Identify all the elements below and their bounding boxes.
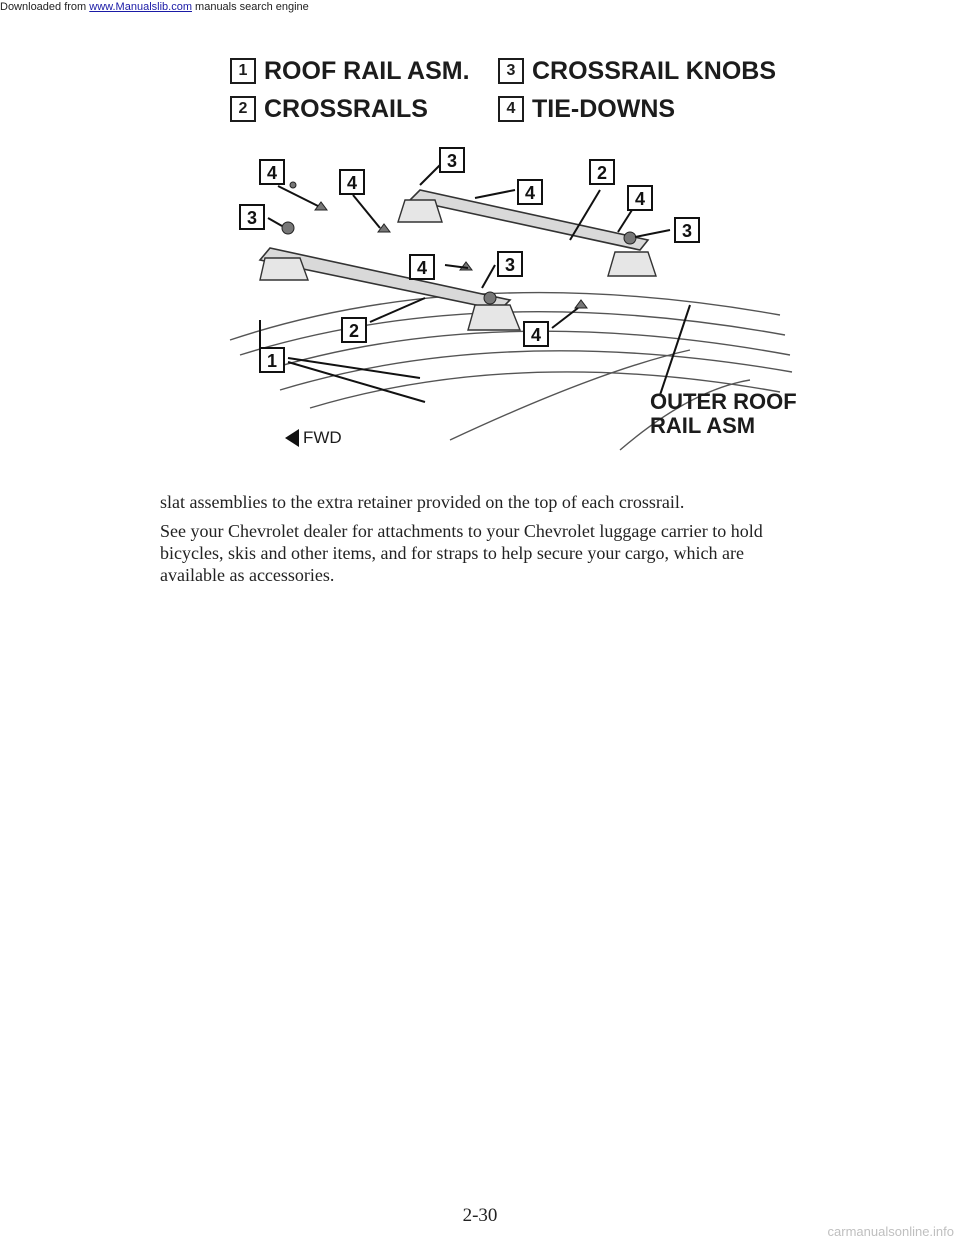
callout-4 (524, 322, 548, 346)
crossrail-foot (260, 258, 308, 280)
callout-number: 4 (266, 163, 278, 183)
callout-4 (410, 255, 434, 279)
legend-number: 1 (230, 58, 256, 84)
leader-line (278, 186, 318, 206)
callout-4 (260, 160, 284, 184)
header-suffix: manuals search engine (191, 1, 309, 13)
leader-line (353, 195, 380, 228)
leader-line (268, 218, 282, 226)
source-header (0, 0, 960, 18)
leader-line (635, 230, 670, 237)
callout-number: 1 (266, 351, 278, 371)
legend-item-crossrail-knobs (498, 57, 776, 86)
outer-label-line1: OUTER ROOF (650, 389, 797, 414)
legend-label: CROSSRAILS (264, 94, 428, 123)
legend-label: ROOF RAIL ASM. (264, 56, 470, 85)
leader-line (482, 265, 495, 288)
forward-arrow-icon (285, 429, 299, 447)
legend-row (230, 90, 790, 128)
callout-number: 4 (416, 258, 428, 278)
legend-row (230, 52, 790, 90)
callout-4 (518, 180, 542, 204)
tie-down (460, 262, 472, 270)
callout-number: 4 (634, 189, 646, 209)
tie-down (575, 300, 587, 308)
leader-line (420, 165, 440, 185)
callout-3 (440, 148, 464, 172)
legend-item-roof-rail (230, 57, 498, 86)
leader-line (618, 210, 632, 232)
crossrail-knob (484, 292, 496, 304)
body-text (160, 491, 800, 593)
watermark: carmanualsonline.info (827, 1224, 954, 1239)
paragraph: slat assemblies to the extra retainer provided on the top of each crossrail. (160, 492, 685, 512)
callout-number: 3 (681, 221, 693, 241)
forward-label: FWD (303, 428, 342, 447)
legend-number: 2 (230, 96, 256, 122)
callout-number: 2 (596, 163, 608, 183)
leader-line (475, 190, 515, 198)
header-prefix: Downloaded from (0, 1, 90, 13)
outer-roof-rail-label (650, 390, 797, 438)
callout-2 (342, 318, 366, 342)
callout-4 (628, 186, 652, 210)
callout-number: 3 (446, 151, 458, 171)
crossrail-knob (282, 222, 294, 234)
callout-1 (260, 348, 284, 372)
legend-number: 3 (498, 58, 524, 84)
forward-indicator (285, 428, 342, 448)
callout-leaders (260, 165, 693, 402)
leader-line (552, 308, 578, 328)
crossrail-knob (290, 182, 296, 188)
roof-slat (280, 351, 792, 390)
callout-number: 3 (246, 208, 258, 228)
legend-number: 4 (498, 96, 524, 122)
outer-label-line2: RAIL ASM (650, 413, 756, 438)
callout-number: 2 (348, 321, 360, 341)
parts-legend (230, 52, 790, 128)
callout-number: 3 (504, 255, 516, 275)
crossrail-knob (624, 232, 636, 244)
callout-number: 4 (346, 173, 358, 193)
paragraph: See your Chevrolet dealer for attachments to your Chevrolet luggage carrier to hold bicycles, skis and other items, and for straps to help secure your cargo, which are available as accessories. (160, 521, 763, 585)
callout-3 (240, 205, 264, 229)
crossrail-foot (468, 305, 520, 330)
callout-4 (340, 170, 364, 194)
legend-item-crossrails (230, 95, 498, 124)
callout-number: 4 (524, 183, 536, 203)
crossrail-foot (608, 252, 656, 276)
legend-item-tie-downs (498, 95, 675, 124)
legend-label: CROSSRAIL KNOBS (532, 56, 777, 85)
callout-number: 4 (530, 325, 542, 345)
manualslib-link[interactable]: www.Manualslib.com (89, 1, 192, 13)
callout-2 (590, 160, 614, 184)
page-number: 2-30 (462, 1205, 498, 1226)
callout-3 (498, 252, 522, 276)
crossrail-foot (398, 200, 442, 222)
callout-3 (675, 218, 699, 242)
legend-label: TIE-DOWNS (532, 94, 676, 123)
